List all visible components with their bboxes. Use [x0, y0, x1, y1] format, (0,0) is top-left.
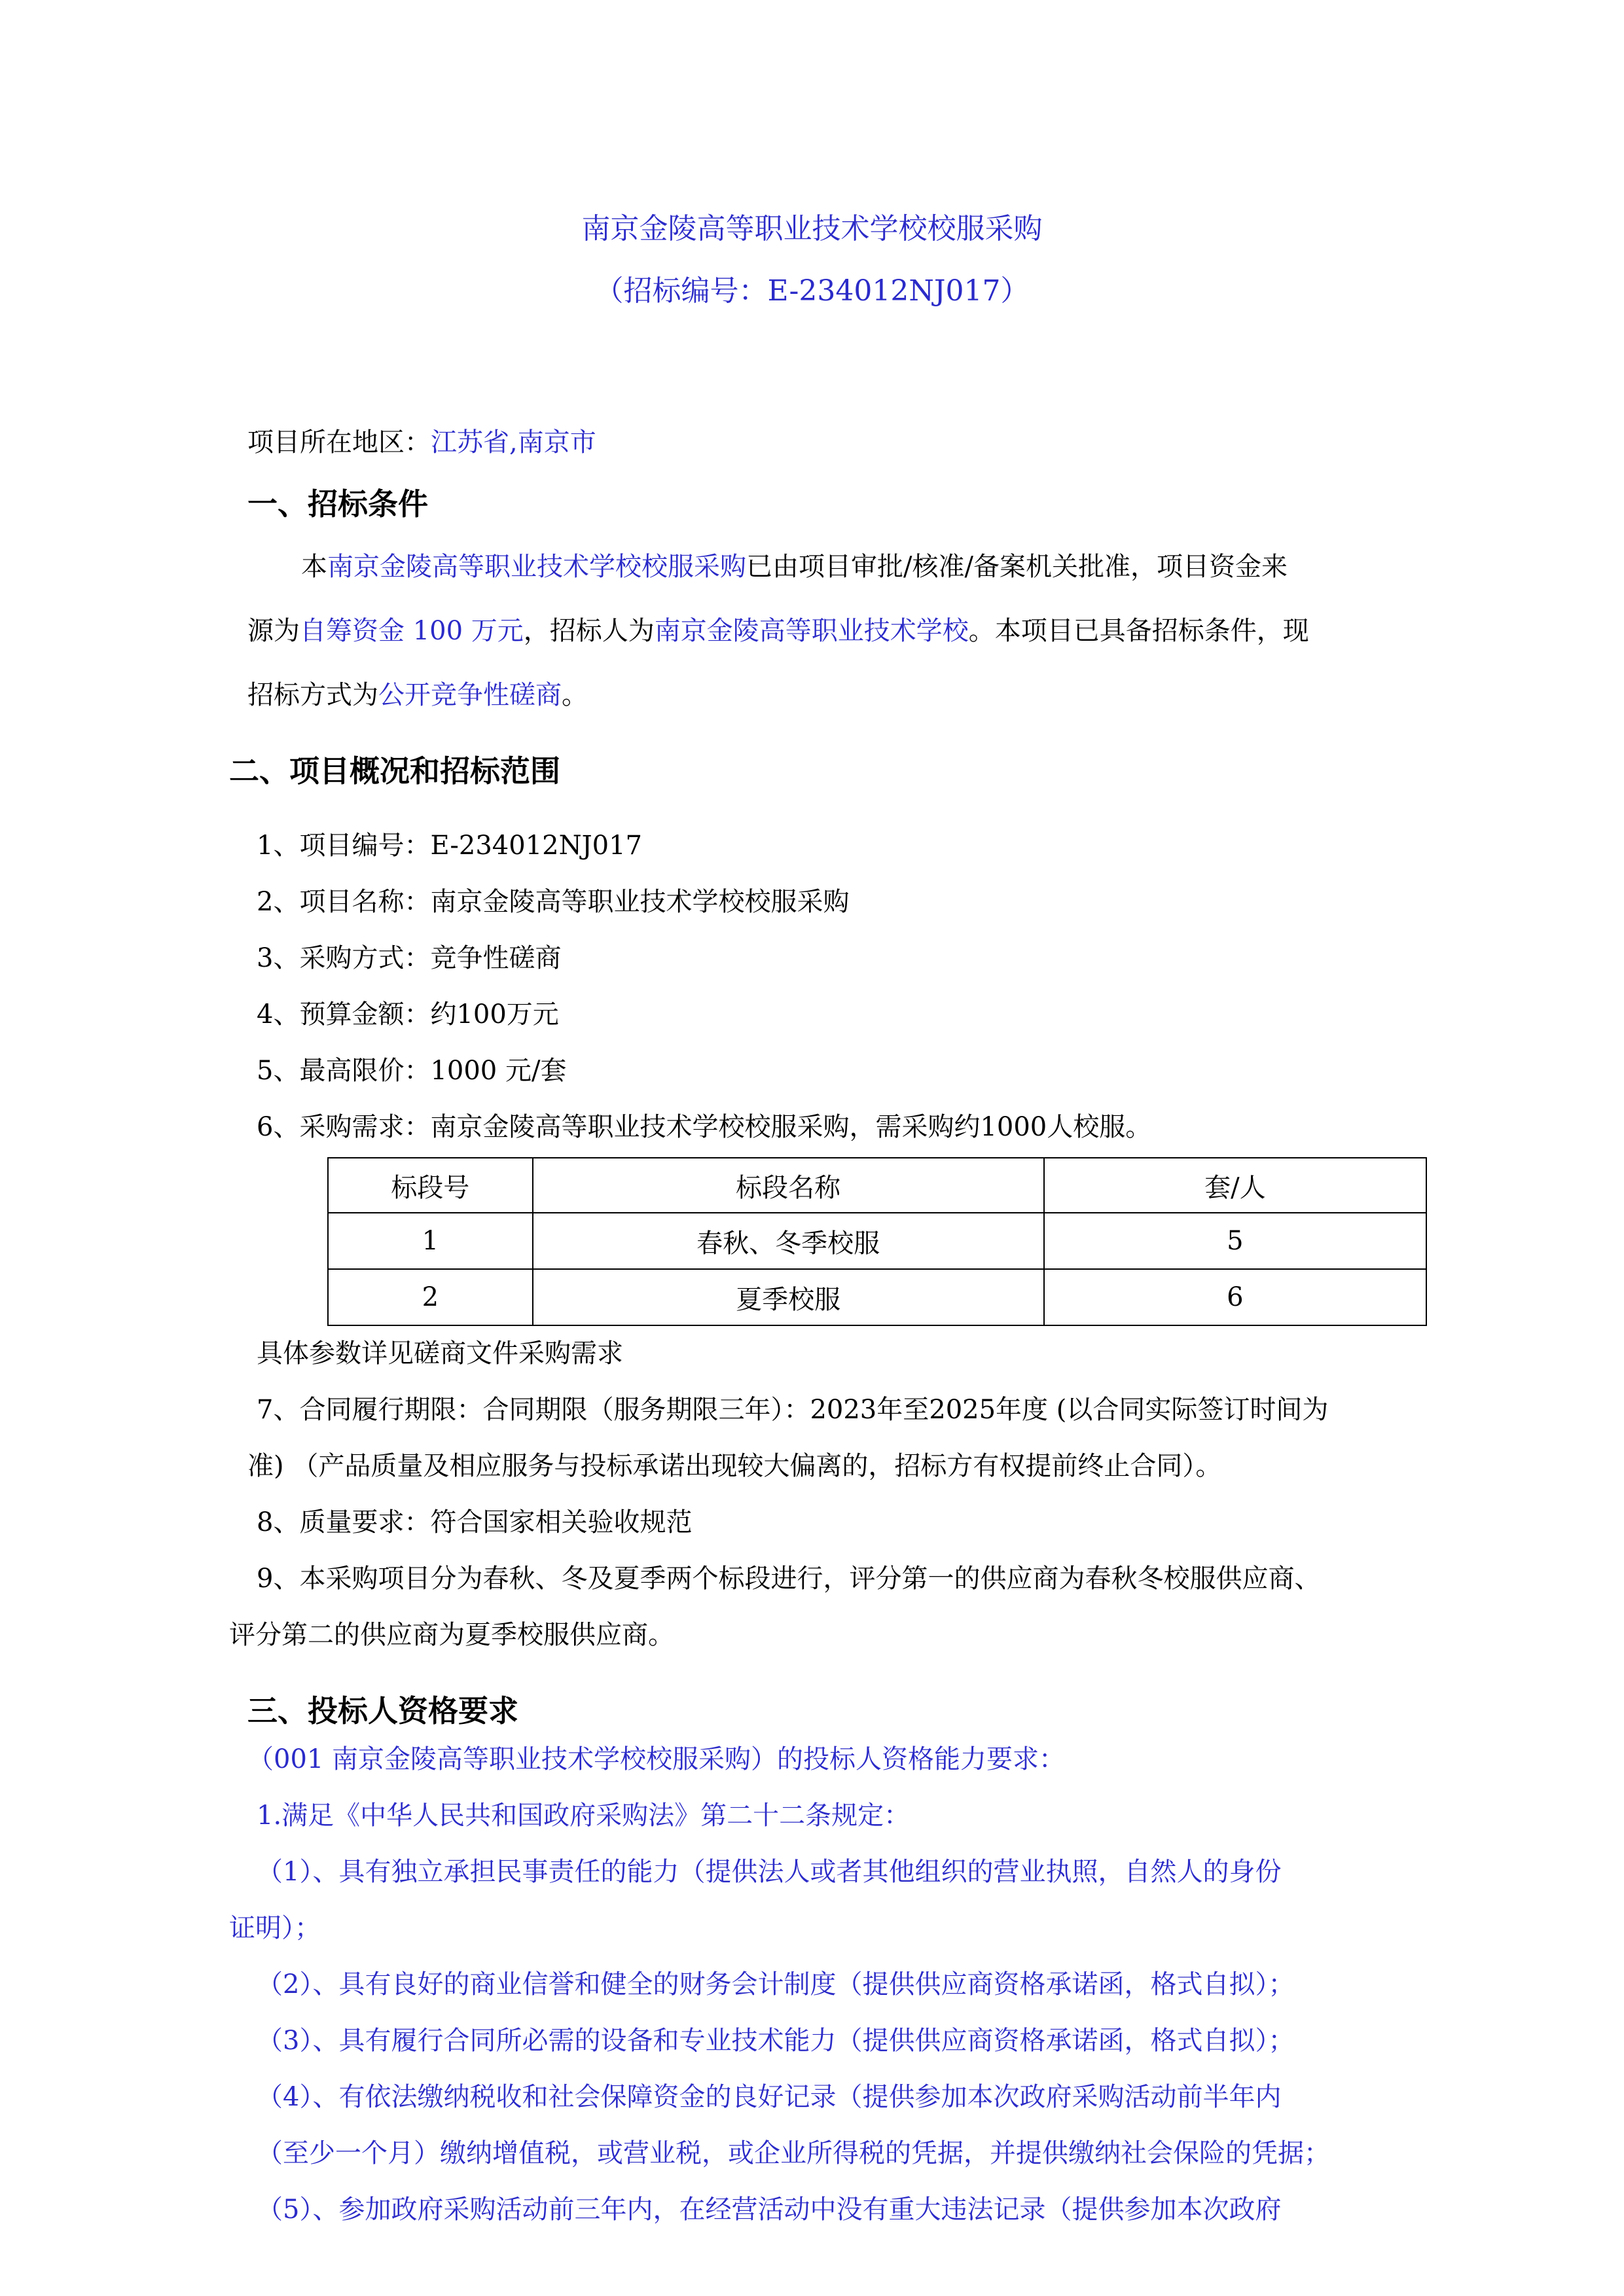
table-row	[328, 1269, 1426, 1325]
tender-method: 公开竞争性磋商	[378, 680, 562, 710]
table-cell: 6	[1044, 1269, 1426, 1325]
section-1-heading: 一、招标条件	[247, 486, 428, 522]
project-region	[247, 424, 596, 461]
tender-code: （招标编号：E-234012NJ017）	[594, 274, 1030, 308]
table-header-cell: 标段名称	[533, 1158, 1044, 1213]
text: 。本项目已具备招标条件，现	[968, 616, 1309, 646]
table-note: 具体参数详见磋商文件采购需求	[257, 1338, 623, 1369]
section-2-heading: 二、项目概况和招标范围	[229, 753, 560, 789]
item-contract-period-line-2: 准) （产品质量及相应服务与投标承诺出现较大偏离的，招标方有权提前终止合同）。	[247, 1451, 1222, 1481]
text: ，招标人为	[523, 616, 655, 646]
text: 招标方式为	[247, 680, 378, 710]
qualification-item-1-line-2: 证明）；	[229, 1913, 321, 1943]
table-cell: 2	[328, 1269, 533, 1325]
region-label: 项目所在地区：	[247, 427, 431, 457]
section-3-heading: 三、投标人资格要求	[247, 1693, 518, 1729]
table-cell: 1	[328, 1213, 533, 1269]
text: 。	[562, 680, 588, 710]
table-row	[328, 1213, 1426, 1269]
lot-table	[327, 1157, 1427, 1326]
section-1-paragraph-line-1	[301, 548, 1288, 585]
table-header-cell: 标段号	[328, 1158, 533, 1213]
qualification-item-2: （2）、具有良好的商业信誉和健全的财务会计制度（提供供应商资格承诺函，格式自拟）；	[257, 1969, 1295, 2000]
table-header-row	[328, 1158, 1426, 1213]
item-budget: 4、预算金额：约100万元	[257, 999, 559, 1030]
item-lots-line-1: 9、本采购项目分为春秋、冬及夏季两个标段进行，评分第一的供应商为春秋冬校服供应商、	[257, 1564, 1321, 1594]
qualification-item-3: （3）、具有履行合同所必需的设备和专业技术能力（提供供应商资格承诺函，格式自拟）；	[257, 2026, 1295, 2056]
project-name: 南京金陵高等职业技术学校校服采购	[327, 552, 746, 582]
document-title: 南京金陵高等职业技术学校校服采购	[581, 212, 1043, 245]
section-1-paragraph-line-2	[247, 613, 1309, 649]
item-max-price: 5、最高限价：1000 元/套	[257, 1056, 567, 1086]
text: 已由项目审批/核准/备案机关批准，项目资金来	[746, 552, 1288, 582]
item-quality: 8、质量要求：符合国家相关验收规范	[257, 1507, 693, 1537]
qualification-item-4-line-1: （4）、有依法缴纳税收和社会保障资金的良好记录（提供参加本次政府采购活动前半年内	[257, 2082, 1282, 2112]
fund-source: 自筹资金 100 万元	[300, 616, 524, 646]
table-header-cell: 套/人	[1044, 1158, 1426, 1213]
qualification-intro: （001 南京金陵高等职业技术学校校服采购）的投标人资格能力要求：	[247, 1744, 1066, 1774]
table-cell: 春秋、冬季校服	[533, 1213, 1044, 1269]
qualification-item-4-line-2: （至少一个月）缴纳增值税，或营业税，或企业所得税的凭据，并提供缴纳社会保险的凭据；	[257, 2138, 1330, 2168]
table-cell: 夏季校服	[533, 1269, 1044, 1325]
item-lots-line-2: 评分第二的供应商为夏季校服供应商。	[229, 1620, 674, 1650]
section-1-paragraph-line-3	[247, 677, 588, 713]
item-project-name: 2、项目名称：南京金陵高等职业技术学校校服采购	[257, 887, 850, 917]
region-value: 江苏省,南京市	[431, 427, 596, 457]
table-cell: 5	[1044, 1213, 1426, 1269]
text: 本	[301, 552, 327, 582]
item-project-number: 1、项目编号：E-234012NJ017	[257, 831, 642, 861]
item-procurement-method: 3、采购方式：竞争性磋商	[257, 943, 562, 973]
qualification-item-5-line-1: （5）、参加政府采购活动前三年内，在经营活动中没有重大违法记录（提供参加本次政府	[257, 2195, 1282, 2225]
qualification-item-1-line-1: （1）、具有独立承担民事责任的能力（提供法人或者其他组织的营业执照，自然人的身份	[257, 1857, 1282, 1887]
text: 源为	[247, 616, 300, 646]
qualification-rule: 1.满足《中华人民共和国政府采购法》第二十二条规定：	[257, 1801, 911, 1831]
tenderer-name: 南京金陵高等职业技术学校	[654, 616, 969, 646]
item-requirement: 6、采购需求：南京金陵高等职业技术学校校服采购，需采购约1000人校服。	[257, 1112, 1152, 1142]
item-contract-period-line-1: 7、合同履行期限：合同期限（服务期限三年）：2023年至2025年度 (以合同实际签订时间为	[257, 1395, 1329, 1425]
